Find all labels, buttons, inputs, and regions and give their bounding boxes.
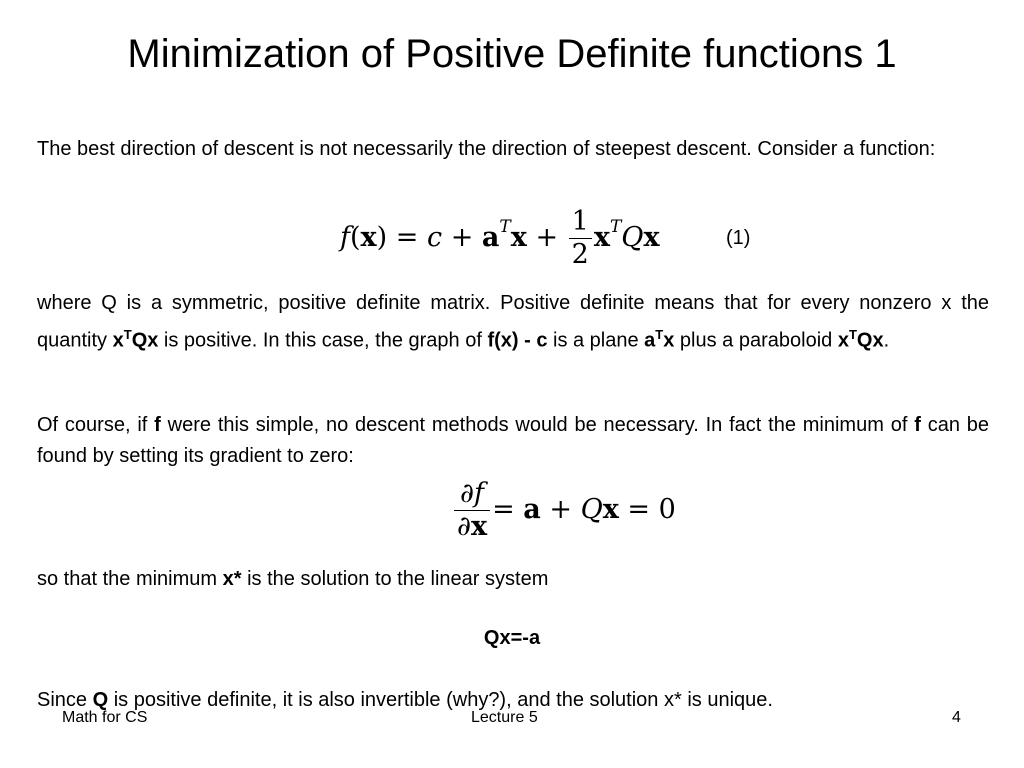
text-run: Since: [37, 689, 93, 711]
bold-term: Q: [92, 689, 109, 711]
bold-term: x: [663, 329, 675, 352]
definition-paragraph: [37, 288, 989, 357]
fraction-partial-derivative: $\frac{\partial f}{\partial x}$: [454, 478, 490, 543]
text-run: plus a paraboloid: [674, 329, 838, 352]
text-run: Of course, if: [37, 414, 155, 436]
text-run: is a plane: [547, 329, 645, 352]
text-run: where Q is a symmetric, positive definite matrix. Positive definite means that for every nonzero x the quantity: [37, 292, 989, 352]
superscript: T: [123, 327, 132, 342]
intro-paragraph: The best direction of descent is not necessarily the direction of steepest descent. Consider a function:: [37, 138, 936, 160]
text-run: so that the minimum: [37, 568, 223, 590]
text-run: can be found by setting its gradient to zero:: [37, 414, 990, 467]
equation-number: (1): [726, 227, 751, 249]
footer-course: Math for CS: [62, 709, 148, 726]
text-run: is positive definite, it is also invertible (why?), and the solution x* is unique.: [108, 689, 773, 711]
footer-lecture: Lecture 5: [471, 709, 538, 726]
bold-term: x: [837, 329, 849, 352]
bold-term: x: [112, 329, 124, 352]
bold-term: f(x) - c: [487, 329, 548, 352]
linear-system-equation: Qx=-a: [483, 627, 541, 649]
bold-term: f: [914, 414, 921, 436]
equation-gradient-zero: $\frac{\partial f}{\partial x}$ = a + Qx = 0: [452, 478, 676, 543]
text-run: were this simple, no descent methods would be necessary. In fact the minimum of: [160, 414, 915, 436]
text-run: .: [883, 329, 890, 352]
bold-term: a: [644, 329, 656, 352]
bold-term: f: [154, 414, 161, 436]
superscript: T: [655, 327, 664, 342]
equation-quadratic-function: $f(x) = c + a^Tx$ + $\frac{1}{2}$ $x^TQx$: [340, 206, 660, 270]
bold-term: Qx: [856, 329, 884, 352]
slide-title: Minimization of Positive Definite functions 1: [127, 32, 897, 76]
gradient-paragraph: [37, 410, 989, 472]
bold-term: x*: [222, 568, 242, 590]
footer-page-number: 4: [952, 709, 961, 726]
minimum-paragraph: [37, 564, 989, 595]
superscript: T: [848, 327, 857, 342]
text-run: is the solution to the linear system: [241, 568, 549, 590]
fraction-one-half: $\frac{1}{2}$: [569, 206, 592, 271]
bold-term: Qx: [131, 329, 159, 352]
text-run: is positive. In this case, the graph of: [158, 329, 488, 352]
